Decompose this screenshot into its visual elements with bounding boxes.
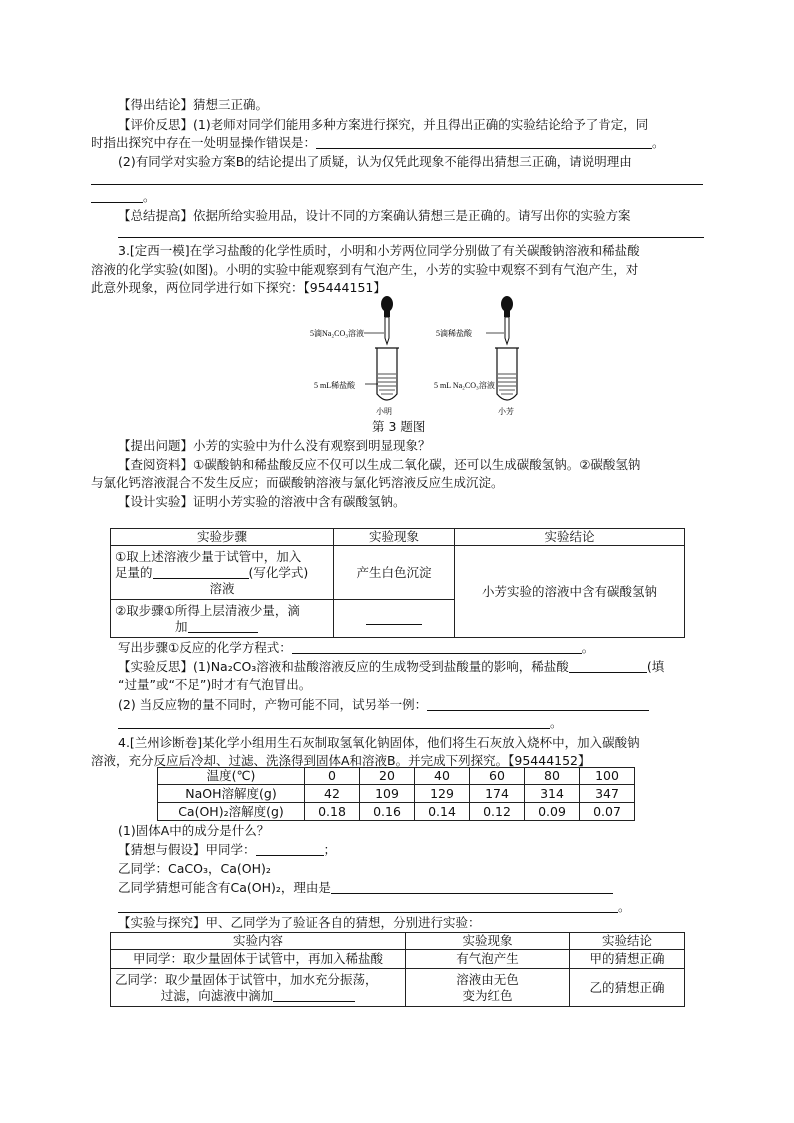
answer-blank-operation-error[interactable]	[316, 136, 652, 149]
caoh2-cell: 0.09	[525, 803, 580, 821]
row2-phenomenon	[406, 969, 570, 1007]
fig-left-bottom-label: 5 mL稀盐酸	[314, 381, 356, 390]
caoh2-cell: 0.14	[415, 803, 470, 821]
test-tube-icon	[495, 348, 519, 400]
answer-blank-reason[interactable]	[331, 881, 613, 894]
temp-label: 温度(℃)	[158, 768, 305, 785]
step-2-text-b	[115, 619, 329, 635]
reflection-2-line: (2)有同学对实验方案B的结论提出了质疑，认为仅凭此现象不能得出猜想三正确，请说明理由	[118, 154, 632, 169]
q4-line-2: 溶液，充分反应后冷却、过滤、洗涤得到固体A和溶液B。并完成下列探究。【95444152】	[91, 753, 591, 768]
phenomenon-1: 产生白色沉淀	[334, 546, 455, 600]
header-phenomenon: 实验现象	[406, 933, 570, 950]
design-line: 【设计实验】证明小芳实验的溶液中含有碳酸氢钠。	[118, 494, 406, 509]
equation-text: 写出步骤①反应的化学方程式：	[118, 640, 292, 655]
answer-blank-phenomenon[interactable]	[366, 612, 422, 625]
q4-sub1-line: (1)固体A中的成分是什么？	[118, 823, 270, 838]
step-1-text-a: ①取上述溶液少量于试管中，加入	[115, 548, 302, 564]
answer-blank-plan[interactable]	[118, 237, 704, 238]
step-2-pre: 加	[175, 618, 188, 634]
guess-c-line	[118, 880, 613, 896]
q3-line-2: 溶液的化学实验(如图)。小明的实验中能观察到有气泡产生，小芳的实验中观察不到有气泡产生，对	[91, 262, 639, 277]
naoh-cell: 109	[360, 785, 415, 803]
caoh2-cell: 0.18	[305, 803, 360, 821]
caoh2-cell: 0.12	[470, 803, 525, 821]
reflection-2-line	[118, 697, 649, 713]
answer-blank-guess[interactable]	[256, 843, 324, 856]
header-conclusion: 实验结论	[455, 529, 685, 546]
reflection-line-2: “过量”或“不足”)时才有气泡冒出。	[118, 677, 312, 692]
phenomenon-2-cell	[334, 600, 455, 638]
step-1-pre: 足量的	[115, 564, 153, 580]
reflection-1-line-a: 【评价反思】(1)老师对同学们能用多种方案进行探究，并且得出正确的实验结论给予了肯定，同	[118, 117, 649, 132]
step-1-post: (写化学式)	[248, 564, 309, 580]
figure-caption: 第 3 题图	[372, 419, 426, 434]
caoh2-label: Ca(OH)₂溶解度(g)	[158, 803, 305, 821]
step-1-cell	[111, 546, 334, 600]
test-tube-icon	[375, 348, 399, 400]
q3-line-3: 此意外现象，两位同学进行如下探究：【95444151】	[91, 280, 386, 295]
period: 。	[550, 715, 563, 730]
fig-right-bottom-label: 5 mL Na₂CO₃溶液	[434, 381, 495, 390]
guess-b-line: 乙同学：CaCO₃，Ca(OH)₂	[118, 861, 271, 876]
answer-blank-reagent[interactable]	[188, 620, 258, 633]
naoh-cell: 42	[305, 785, 360, 803]
fig-right-top-label: 5滴稀盐酸	[436, 329, 472, 338]
experiment-table	[110, 528, 685, 638]
equation-line	[118, 640, 594, 656]
reason-end-line	[118, 899, 631, 915]
temp-cell: 20	[360, 768, 415, 785]
reason-end-line	[91, 189, 156, 205]
reflection-line-1	[118, 659, 664, 675]
reflection-2-text: (2) 当反应物的量不同时，产物可能不同，试另举一例：	[118, 697, 428, 712]
period: 。	[652, 135, 665, 150]
fig-left-top-label: 5滴Na₂CO₃溶液	[310, 329, 365, 338]
temp-cell: 60	[470, 768, 525, 785]
naoh-cell: 129	[415, 785, 470, 803]
temp-cell: 0	[305, 768, 360, 785]
period: 。	[143, 189, 156, 204]
temp-cell: 100	[580, 768, 635, 785]
guess-a-text: 【猜想与假设】甲同学：	[118, 842, 256, 857]
answer-blank-hcl-amount[interactable]	[569, 660, 647, 673]
guess-c-text: 乙同学猜想可能含有Ca(OH)₂，理由是	[118, 880, 331, 895]
row2-conclusion: 乙的猜想正确	[570, 969, 685, 1007]
explore-line: 【实验与探究】甲、乙同学为了验证各自的猜想，分别进行实验：	[118, 915, 481, 930]
header-step: 实验步骤	[111, 529, 334, 546]
experiment-figure	[300, 292, 530, 420]
header-content: 实验内容	[111, 933, 406, 950]
naoh-label: NaOH溶解度(g)	[158, 785, 305, 803]
info-line-1: 【查阅资料】①碳酸钠和稀盐酸反应不仅可以生成二氧化碳，还可以生成碳酸氢钠。②碳酸氢钠	[118, 457, 641, 472]
naoh-cell: 314	[525, 785, 580, 803]
answer-blank-example-cont[interactable]	[118, 716, 550, 729]
period: 。	[618, 899, 631, 914]
row1-conclusion: 甲的猜想正确	[570, 950, 685, 969]
summary-line: 【总结提高】依据所给实验用品，设计不同的方案确认猜想三是正确的。请写出你的实验方案	[118, 208, 631, 223]
caoh2-cell: 0.07	[580, 803, 635, 821]
row1-content: 甲同学：取少量固体于试管中，再加入稀盐酸	[111, 950, 406, 969]
answer-blank-reason-cont[interactable]	[91, 190, 143, 203]
row2-content	[111, 969, 406, 1007]
step-1-text-b	[115, 565, 329, 581]
step-2-text-a: ②取步骤①所得上层清液少量，滴	[115, 602, 300, 618]
header-conclusion: 实验结论	[570, 933, 685, 950]
answer-blank-indicator[interactable]	[273, 989, 355, 1002]
temp-cell: 40	[415, 768, 470, 785]
answer-blank-example[interactable]	[427, 698, 649, 711]
row2-content-b	[115, 988, 401, 1004]
guess-a-line	[118, 842, 336, 858]
reflection-text-b: (填	[646, 659, 665, 674]
header-phenomenon: 实验现象	[334, 529, 455, 546]
answer-blank-equation[interactable]	[292, 641, 582, 654]
naoh-cell: 347	[580, 785, 635, 803]
period: 。	[581, 640, 595, 655]
row1-phenomenon: 有气泡产生	[406, 950, 570, 969]
temp-cell: 80	[525, 768, 580, 785]
dropper-icon	[501, 296, 513, 344]
answer-blank-formula[interactable]	[153, 566, 249, 579]
question-line: 【提出问题】小芳的实验中为什么没有观察到明显现象？	[118, 438, 431, 453]
fig-left-name: 小明	[376, 407, 392, 416]
row2-content-a: 乙同学：取少量固体于试管中，加水充分振荡，	[115, 971, 378, 987]
reflection-1-line-b	[91, 135, 665, 151]
fig-right-name: 小芳	[498, 407, 514, 416]
step-2-cell	[111, 600, 334, 638]
solubility-table	[157, 767, 635, 821]
naoh-cell: 174	[470, 785, 525, 803]
info-line-2: 与氯化钙溶液混合不发生反应；而碳酸钠溶液与氯化钙溶液反应生成沉淀。	[91, 475, 504, 490]
row2-content-b-text: 过滤，向滤液中滴加	[160, 987, 274, 1003]
conclusion-line: 【得出结论】猜想三正确。	[118, 97, 269, 112]
row2-phen-b: 变为红色	[462, 987, 513, 1003]
reflection-1-text: 时指出探究中存在一处明显操作错误是：	[91, 135, 317, 150]
q4-line-1: 4.[兰州诊断卷]某化学小组用生石灰制取氢氧化钠固体，他们将生石灰放入烧杯中，加入碳酸钠	[118, 735, 640, 750]
semicolon: ；	[323, 842, 337, 857]
row2-phen-a: 溶液由无色	[456, 971, 519, 987]
caoh2-cell: 0.16	[360, 803, 415, 821]
answer-blank-reason[interactable]	[91, 184, 703, 185]
step-1-text-c: 溶液	[209, 580, 235, 596]
verification-table	[110, 932, 685, 1007]
q3-line-1: 3.[定西一模]在学习盐酸的化学性质时，小明和小芳两位同学分别做了有关碳酸钠溶液和稀盐酸	[118, 243, 640, 258]
reflection-text-a: 【实验反思】(1)Na₂CO₃溶液和盐酸溶液反应的生成物受到盐酸量的影响，稀盐酸	[118, 659, 569, 674]
conclusion-cell: 小芳实验的溶液中含有碳酸氢钠	[455, 546, 685, 638]
dropper-icon	[381, 296, 393, 344]
answer-blank-reason-cont[interactable]	[118, 900, 618, 913]
example-end-line	[118, 715, 563, 731]
